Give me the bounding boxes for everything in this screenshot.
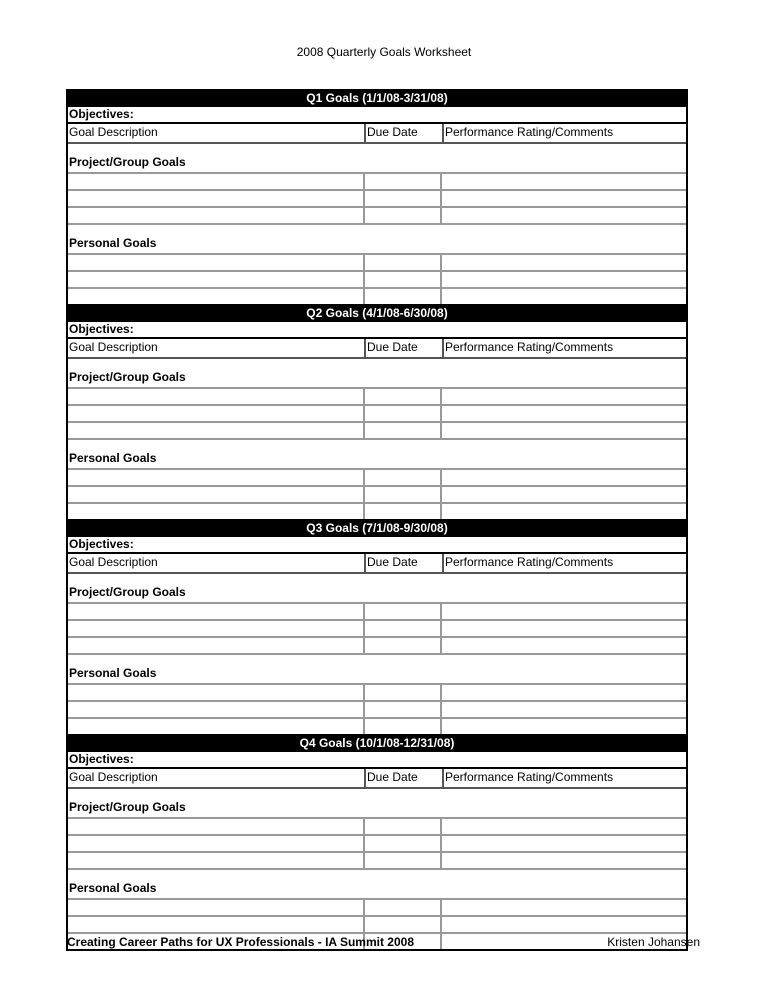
due-date-header: Due Date [366,554,444,572]
goal-cell[interactable] [68,819,365,834]
footer-author: Kristen Johansen [607,935,700,949]
table-row [68,487,686,504]
due-date-cell[interactable] [365,621,442,636]
comments-cell[interactable] [442,853,686,868]
goal-cell[interactable] [68,289,365,304]
due-date-header: Due Date [366,339,444,357]
comments-cell[interactable] [442,719,686,734]
personal-goals-grid [68,253,686,304]
performance-header: Performance Rating/Comments [445,555,614,569]
table-row [68,621,686,638]
due-date-header: Due Date [366,769,444,787]
quarter-header: Q3 Goals (7/1/08-9/30/08) [68,519,686,537]
table-row [68,702,686,719]
project-group-goals-grid [68,387,686,440]
due-date-cell[interactable] [365,685,442,700]
table-row [68,470,686,487]
project-group-goals-grid [68,602,686,655]
due-date-cell[interactable] [365,836,442,851]
due-date-cell[interactable] [365,900,442,915]
due-date-cell[interactable] [365,504,442,519]
goal-cell[interactable] [68,255,365,270]
goal-cell[interactable] [68,208,365,223]
due-date-cell[interactable] [365,819,442,834]
due-date-cell[interactable] [365,470,442,485]
goal-cell[interactable] [68,406,365,421]
goal-cell[interactable] [68,853,365,868]
goal-cell[interactable] [68,719,365,734]
goal-cell[interactable] [68,272,365,287]
goal-cell[interactable] [68,621,365,636]
due-date-cell[interactable] [365,487,442,502]
table-row [68,604,686,621]
quarter-3 [68,519,686,734]
table-row [68,255,686,272]
column-headers [68,552,686,574]
table-row [68,272,686,289]
comments-cell[interactable] [442,470,686,485]
goal-cell[interactable] [68,174,365,189]
goal-description-header: Goal Description [68,769,366,787]
due-date-cell[interactable] [365,423,442,438]
due-date-cell[interactable] [365,702,442,717]
goal-cell[interactable] [68,685,365,700]
personal-goals-label: Personal Goals [69,666,157,680]
comments-cell[interactable] [442,819,686,834]
personal-goals-grid [68,468,686,519]
personal-goals-grid [68,683,686,734]
comments-cell[interactable] [442,836,686,851]
comments-cell[interactable] [442,604,686,619]
goal-cell[interactable] [68,470,365,485]
goals-worksheet [66,89,688,951]
comments-cell[interactable] [442,289,686,304]
goal-cell[interactable] [68,702,365,717]
table-row [68,504,686,519]
goal-cell[interactable] [68,191,365,206]
comments-cell[interactable] [442,621,686,636]
due-date-cell[interactable] [365,389,442,404]
goal-description-header: Goal Description [68,339,366,357]
quarter-2 [68,304,686,519]
goal-cell[interactable] [68,917,365,932]
table-row [68,719,686,734]
project-group-goals-grid [68,817,686,870]
personal-goals-label: Personal Goals [69,451,157,465]
comments-cell[interactable] [442,504,686,519]
comments-cell[interactable] [442,406,686,421]
due-date-cell[interactable] [365,289,442,304]
footer-event-title: Creating Career Paths for UX Professionals - IA Summit 2008 [67,935,414,949]
project-group-goals-label: Project/Group Goals [69,155,186,169]
objectives-label: Objectives: [69,537,134,551]
comments-cell[interactable] [442,638,686,653]
due-date-cell[interactable] [365,638,442,653]
table-row [68,853,686,870]
performance-header: Performance Rating/Comments [445,125,614,139]
page-title: 2008 Quarterly Goals Worksheet [296,45,472,59]
goal-cell[interactable] [68,487,365,502]
goal-cell[interactable] [68,836,365,851]
table-row [68,208,686,225]
table-row [68,685,686,702]
personal-goals-label: Personal Goals [69,881,157,895]
goal-cell[interactable] [68,900,365,915]
column-headers [68,337,686,359]
due-date-cell[interactable] [365,604,442,619]
comments-cell[interactable] [442,702,686,717]
table-row [68,174,686,191]
goal-description-header: Goal Description [68,124,366,142]
objectives-label: Objectives: [69,107,134,121]
comments-cell[interactable] [442,191,686,206]
project-group-goals-label: Project/Group Goals [69,585,186,599]
comments-cell[interactable] [442,487,686,502]
table-row [68,389,686,406]
table-row [68,900,686,917]
quarter-header: Q2 Goals (4/1/08-6/30/08) [68,304,686,322]
comments-cell[interactable] [442,423,686,438]
table-row [68,423,686,440]
comments-cell[interactable] [442,685,686,700]
goal-cell[interactable] [68,423,365,438]
due-date-cell[interactable] [365,191,442,206]
performance-header: Performance Rating/Comments [445,340,614,354]
project-group-goals-label: Project/Group Goals [69,800,186,814]
table-row [68,917,686,934]
due-date-cell[interactable] [365,719,442,734]
project-group-goals-label: Project/Group Goals [69,370,186,384]
quarter-1 [68,89,686,304]
comments-cell[interactable] [442,174,686,189]
goal-cell[interactable] [68,504,365,519]
comments-cell[interactable] [442,917,686,932]
column-headers [68,122,686,144]
comments-cell[interactable] [442,208,686,223]
table-row [68,289,686,304]
objectives-label: Objectives: [69,752,134,766]
column-headers [68,767,686,789]
quarter-header: Q1 Goals (1/1/08-3/31/08) [68,89,686,107]
due-date-cell[interactable] [365,174,442,189]
due-date-cell[interactable] [365,255,442,270]
due-date-cell[interactable] [365,853,442,868]
table-row [68,191,686,208]
comments-cell[interactable] [442,389,686,404]
due-date-cell[interactable] [365,406,442,421]
goal-description-header: Goal Description [68,554,366,572]
goal-cell[interactable] [68,638,365,653]
comments-cell[interactable] [442,255,686,270]
goal-cell[interactable] [68,604,365,619]
due-date-header: Due Date [366,124,444,142]
project-group-goals-grid [68,172,686,225]
objectives-label: Objectives: [69,322,134,336]
due-date-cell[interactable] [365,272,442,287]
performance-header: Performance Rating/Comments [445,770,614,784]
due-date-cell[interactable] [365,208,442,223]
goal-cell[interactable] [68,389,365,404]
quarter-header: Q4 Goals (10/1/08-12/31/08) [68,734,686,752]
table-row [68,819,686,836]
comments-cell[interactable] [442,272,686,287]
table-row [68,406,686,423]
personal-goals-label: Personal Goals [69,236,157,250]
comments-cell[interactable] [442,900,686,915]
due-date-cell[interactable] [365,917,442,932]
table-row [68,638,686,655]
table-row [68,836,686,853]
quarter-4 [68,734,686,949]
